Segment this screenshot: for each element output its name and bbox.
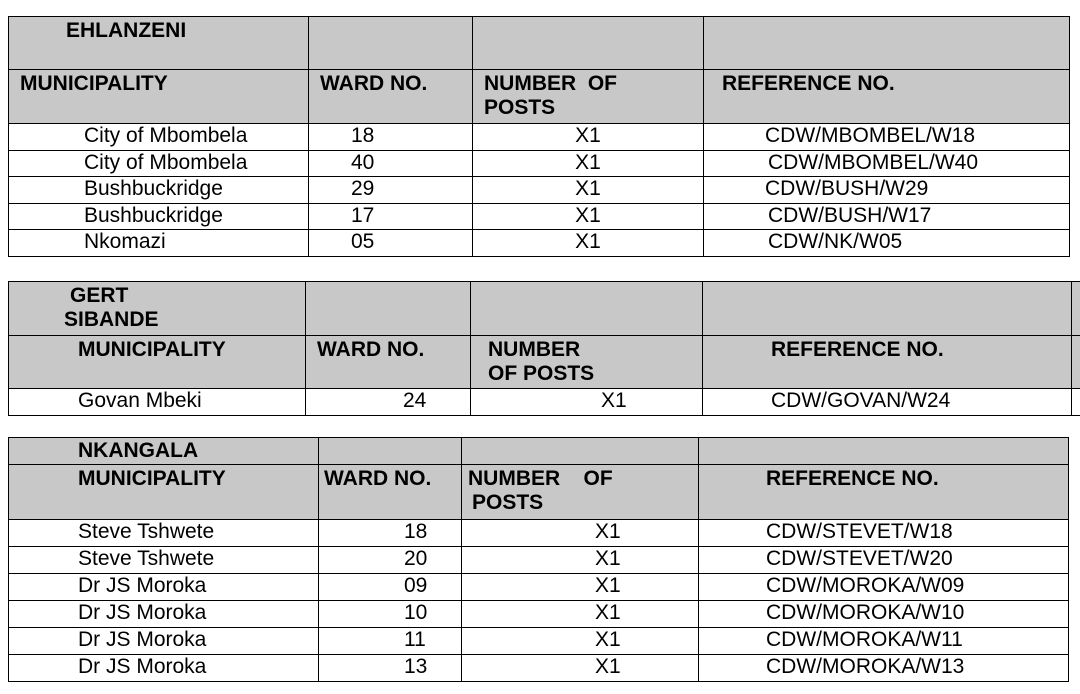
- ward-cell: 24: [306, 389, 471, 416]
- ward-cell: 18: [319, 520, 462, 547]
- section-title: GERT SIBANDE: [9, 282, 306, 336]
- municipality-cell: Steve Tshwete: [9, 547, 319, 574]
- posts-cell: X1: [462, 601, 699, 628]
- reference-cell: CDW/NK/W05: [704, 230, 1070, 257]
- table-row: [9, 547, 1069, 574]
- municipality-cell: Dr JS Moroka: [9, 655, 319, 682]
- posts-header: NUMBER OF POSTS: [462, 465, 699, 520]
- table-row: [9, 124, 1070, 151]
- ward-cell: 18: [309, 124, 473, 151]
- reference-cell: CDW/MOROKA/W10: [699, 601, 1069, 628]
- table-row: [9, 574, 1069, 601]
- municipality-header: MUNICIPALITY: [9, 465, 319, 520]
- ward-cell: 20: [319, 547, 462, 574]
- municipality-cell: Bushbuckridge: [9, 203, 309, 230]
- reference-cell: CDW/BUSH/W17: [704, 203, 1070, 230]
- reference-header: REFERENCE NO.: [703, 336, 1072, 389]
- reference-cell: CDW/STEVET/W20: [699, 547, 1069, 574]
- table-row: [9, 203, 1070, 230]
- ward-cell: 40: [309, 150, 473, 177]
- table-row: [9, 520, 1069, 547]
- posts-cell: X1: [473, 177, 704, 204]
- posts-header: NUMBER OF POSTS: [471, 336, 703, 389]
- posts-cell: X1: [462, 655, 699, 682]
- reference-cell: CDW/MOROKA/W11: [699, 628, 1069, 655]
- posts-cell: X1: [473, 203, 704, 230]
- header-row: [9, 70, 1070, 124]
- municipality-cell: Bushbuckridge: [9, 177, 309, 204]
- ward-header: WARD NO.: [319, 465, 462, 520]
- municipality-cell: Govan Mbeki: [9, 389, 306, 416]
- reference-cell: CDW/MOROKA/W09: [699, 574, 1069, 601]
- gert-sibande-table: [8, 281, 1080, 416]
- nkangala-table: [8, 437, 1069, 682]
- section-title-row: [9, 282, 1080, 336]
- reference-cell: CDW/MBOMBEL/W18: [704, 124, 1070, 151]
- section-title-row: [9, 17, 1070, 70]
- reference-header: REFERENCE NO.: [699, 465, 1069, 520]
- ward-cell: 17: [309, 203, 473, 230]
- table-row: [9, 150, 1070, 177]
- municipality-cell: Nkomazi: [9, 230, 309, 257]
- municipality-cell: City of Mbombela: [9, 124, 309, 151]
- municipality-cell: Dr JS Moroka: [9, 574, 319, 601]
- municipality-header: MUNICIPALITY: [9, 70, 309, 124]
- reference-cell: CDW/MOROKA/W13: [699, 655, 1069, 682]
- posts-cell: X1: [473, 124, 704, 151]
- table-row: [9, 177, 1070, 204]
- ward-cell: 05: [309, 230, 473, 257]
- section-title: EHLANZENI: [9, 17, 309, 70]
- ward-cell: 09: [319, 574, 462, 601]
- section-title-row: [9, 438, 1069, 465]
- posts-cell: X1: [462, 628, 699, 655]
- ward-header: WARD NO.: [306, 336, 471, 389]
- table-row: [9, 655, 1069, 682]
- ward-cell: 29: [309, 177, 473, 204]
- reference-cell: CDW/GOVAN/W24: [703, 389, 1072, 416]
- ward-header: WARD NO.: [309, 70, 473, 124]
- reference-header: REFERENCE NO.: [704, 70, 1070, 124]
- posts-cell: X1: [462, 520, 699, 547]
- section-title: NKANGALA: [9, 438, 319, 465]
- municipality-cell: Steve Tshwete: [9, 520, 319, 547]
- ehlanzeni-table: [8, 16, 1070, 257]
- table-row: [9, 230, 1070, 257]
- ward-cell: 10: [319, 601, 462, 628]
- table-row: [9, 601, 1069, 628]
- posts-cell: X1: [473, 230, 704, 257]
- table-row: [9, 628, 1069, 655]
- posts-cell: X1: [462, 574, 699, 601]
- posts-cell: X1: [462, 547, 699, 574]
- header-row: [9, 336, 1080, 389]
- posts-cell: X1: [473, 150, 704, 177]
- reference-cell: CDW/MBOMBEL/W40: [704, 150, 1070, 177]
- reference-cell: CDW/BUSH/W29: [704, 177, 1070, 204]
- municipality-header: MUNICIPALITY: [9, 336, 306, 389]
- municipality-cell: Dr JS Moroka: [9, 601, 319, 628]
- posts-cell: X1: [471, 389, 703, 416]
- reference-cell: CDW/STEVET/W18: [699, 520, 1069, 547]
- table-row: [9, 389, 1080, 416]
- posts-header: NUMBER OF POSTS: [473, 70, 704, 124]
- municipality-cell: City of Mbombela: [9, 150, 309, 177]
- ward-cell: 13: [319, 655, 462, 682]
- ward-cell: 11: [319, 628, 462, 655]
- municipality-cell: Dr JS Moroka: [9, 628, 319, 655]
- header-row: [9, 465, 1069, 520]
